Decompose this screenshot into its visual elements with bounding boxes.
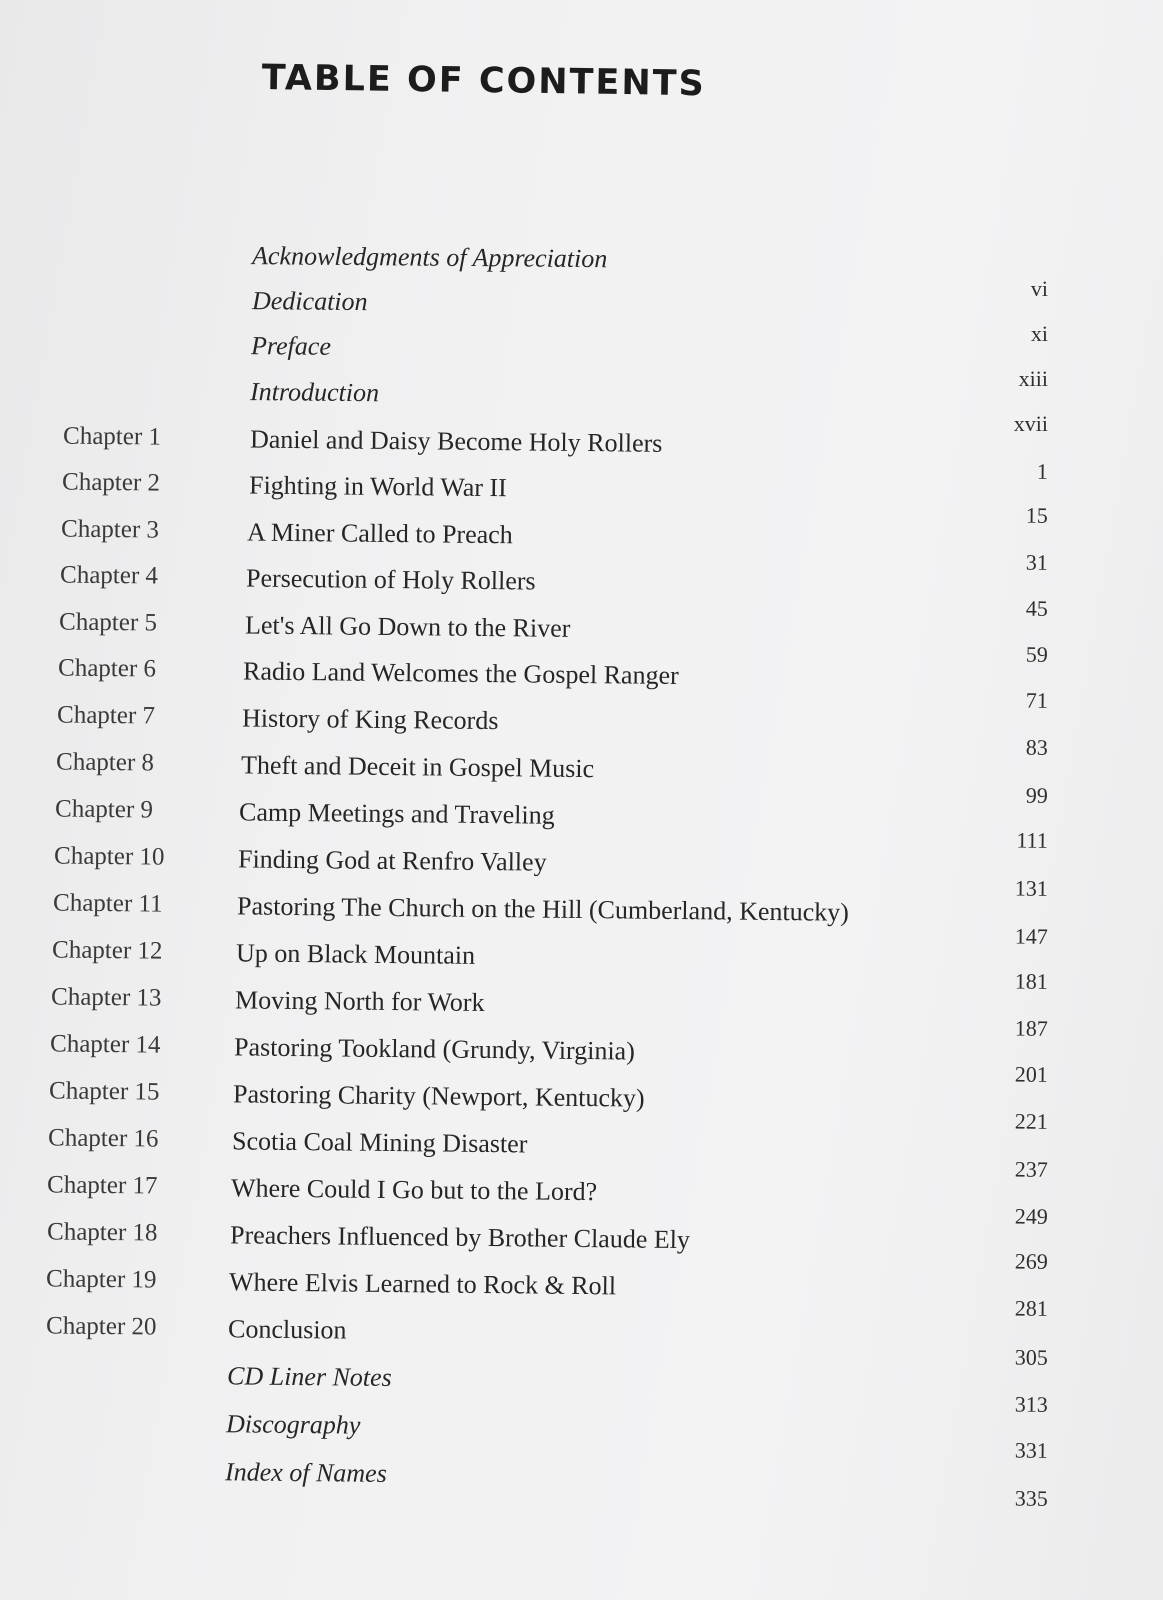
toc-page-number: 305 [1014, 1344, 1048, 1370]
chapter-title: Pastoring Charity (Newport, Kentucky) [232, 1079, 645, 1113]
toc-page-number: 335 [1014, 1485, 1048, 1511]
toc-page-number: 15 [1025, 502, 1048, 528]
toc-page-number: 1 [1036, 458, 1048, 484]
chapter-title: Moving North for Work [234, 985, 485, 1017]
toc-entry-title: Discography [225, 1409, 361, 1440]
toc-page-number: 83 [1025, 734, 1048, 760]
chapter-label: Chapter 17 [46, 1171, 158, 1200]
toc-page-number: 313 [1014, 1391, 1048, 1417]
chapter-label: Chapter 20 [45, 1312, 157, 1341]
toc-entry-title: Dedication [251, 286, 368, 317]
chapter-label: Chapter 16 [47, 1124, 159, 1153]
page-title: TABLE OF CONTENTS [261, 58, 707, 105]
toc-page-number: 281 [1014, 1295, 1048, 1321]
chapter-title: Finding God at Renfro Valley [237, 844, 547, 877]
chapter-label: Chapter 1 [62, 422, 162, 451]
toc-page-number: 71 [1025, 687, 1048, 713]
toc-page-number: 31 [1025, 549, 1048, 575]
toc-entry-title: Preface [250, 331, 332, 361]
chapter-title: History of King Records [241, 703, 499, 736]
chapter-label: Chapter 8 [55, 748, 155, 777]
chapter-title: Radio Land Welcomes the Gospel Ranger [242, 656, 679, 691]
chapter-label: Chapter 2 [61, 468, 161, 497]
chapter-label: Chapter 19 [45, 1265, 157, 1294]
toc-page-number: 201 [1014, 1061, 1048, 1087]
toc-entry-title: Index of Names [224, 1457, 387, 1488]
toc-page-number: 269 [1014, 1248, 1048, 1274]
chapter-title: A Miner Called to Preach [246, 517, 513, 550]
chapter-label: Chapter 14 [49, 1030, 161, 1059]
chapter-title: Daniel and Daisy Become Holy Rollers [249, 424, 663, 458]
chapter-title: Pastoring Tookland (Grundy, Virginia) [233, 1032, 636, 1066]
chapter-label: Chapter 18 [46, 1218, 158, 1247]
toc-page-number: 99 [1025, 782, 1048, 808]
chapter-title: Scotia Coal Mining Disaster [231, 1126, 528, 1159]
chapter-title: Where Elvis Learned to Rock & Roll [228, 1267, 617, 1301]
chapter-label: Chapter 12 [51, 936, 163, 965]
chapter-label: Chapter 13 [50, 983, 162, 1012]
chapter-label: Chapter 6 [57, 654, 157, 683]
chapter-title: Conclusion [227, 1314, 347, 1345]
chapter-label: Chapter 15 [48, 1077, 160, 1106]
toc-entry-title: Acknowledgments of Appreciation [251, 241, 608, 274]
toc-page-number: xi [1030, 321, 1048, 346]
chapter-label: Chapter 11 [52, 889, 163, 918]
toc-entry-title: CD Liner Notes [226, 1361, 392, 1393]
toc-page-number: 111 [1016, 827, 1048, 853]
chapter-title: Up on Black Mountain [235, 938, 476, 970]
chapter-title: Theft and Deceit in Gospel Music [240, 750, 595, 784]
toc-page-number: 237 [1014, 1156, 1048, 1182]
toc-page-number: 59 [1025, 641, 1048, 667]
chapter-title: Camp Meetings and Traveling [238, 797, 555, 830]
toc-page-number: 249 [1014, 1203, 1048, 1229]
chapter-title: Let's All Go Down to the River [244, 610, 571, 643]
toc-page-number: 181 [1014, 968, 1048, 994]
toc-page-number: xiii [1018, 366, 1048, 391]
chapter-label: Chapter 10 [53, 842, 165, 871]
chapter-title: Where Could I Go but to the Lord? [230, 1173, 598, 1207]
chapter-title: Persecution of Holy Rollers [245, 563, 536, 596]
toc-page-number: xvii [1013, 411, 1048, 436]
toc-page-number: 131 [1014, 875, 1048, 901]
toc-page-number: 45 [1025, 595, 1048, 621]
chapter-label: Chapter 3 [60, 515, 160, 544]
toc-page-number: 147 [1014, 923, 1048, 949]
toc-entry-title: Introduction [249, 377, 380, 408]
chapter-label: Chapter 7 [56, 701, 156, 730]
chapter-title: Pastoring The Church on the Hill (Cumberland, Kentucky) [236, 891, 850, 927]
chapter-title: Preachers Influenced by Brother Claude Ely [229, 1220, 691, 1255]
toc-page-number: 221 [1014, 1108, 1048, 1134]
chapter-label: Chapter 9 [54, 795, 154, 824]
chapter-label: Chapter 5 [58, 608, 158, 637]
toc-page-number: 331 [1014, 1437, 1048, 1463]
toc-page-number: vi [1030, 276, 1048, 301]
toc-page-number: 187 [1014, 1015, 1048, 1041]
chapter-label: Chapter 4 [59, 561, 159, 590]
chapter-title: Fighting in World War II [248, 470, 507, 503]
